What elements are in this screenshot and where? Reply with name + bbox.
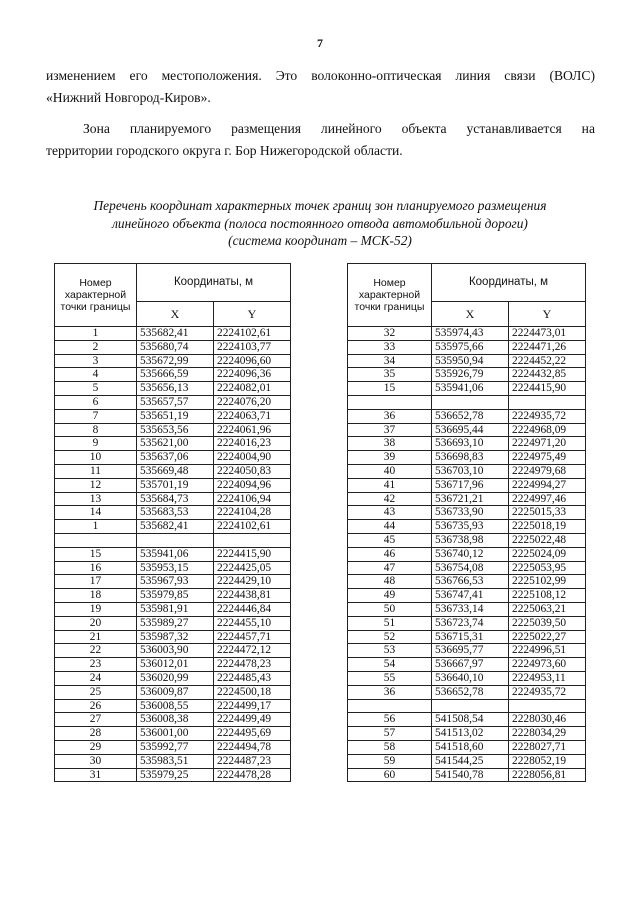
y-coordinate-cell: 2224096,36 xyxy=(214,368,291,382)
point-number-cell: 56 xyxy=(348,713,432,727)
table-row xyxy=(348,589,586,603)
table-row xyxy=(348,368,586,382)
point-number-cell: 10 xyxy=(55,451,137,465)
point-number-cell: 8 xyxy=(55,423,137,437)
y-coordinate-cell: 2225022,48 xyxy=(509,533,586,547)
point-number-cell: 16 xyxy=(55,561,137,575)
y-coordinate-cell: 2224432,85 xyxy=(509,368,586,382)
point-number-cell: 23 xyxy=(55,658,137,672)
table-row xyxy=(348,727,586,741)
point-number-cell: 7 xyxy=(55,409,137,423)
x-coordinate-cell: 535656,13 xyxy=(137,382,214,396)
table-row xyxy=(348,478,586,492)
y-coordinate-cell: 2224104,28 xyxy=(214,506,291,520)
table-row xyxy=(348,354,586,368)
x-coordinate-cell: 535637,06 xyxy=(137,451,214,465)
x-coordinate-cell: 535983,51 xyxy=(137,754,214,768)
x-coordinate-cell: 535989,27 xyxy=(137,616,214,630)
point-number-cell: 42 xyxy=(348,492,432,506)
table-row xyxy=(55,395,291,409)
point-number-cell: 41 xyxy=(348,478,432,492)
y-coordinate-cell: 2224472,12 xyxy=(214,644,291,658)
y-coordinate-cell: 2224438,81 xyxy=(214,589,291,603)
y-coordinate-cell: 2224473,01 xyxy=(509,327,586,341)
point-number-cell: 39 xyxy=(348,451,432,465)
paragraph-intro xyxy=(46,65,595,109)
table-row xyxy=(55,589,291,603)
table-row xyxy=(348,768,586,782)
y-coordinate-cell: 2224096,60 xyxy=(214,354,291,368)
y-coordinate-cell: 2225022,27 xyxy=(509,630,586,644)
table-row xyxy=(348,382,586,396)
y-coordinate-cell: 2224494,78 xyxy=(214,740,291,754)
point-number-cell: 27 xyxy=(55,713,137,727)
x-coordinate-cell: 536667,97 xyxy=(432,658,509,672)
x-coordinate-cell: 535975,66 xyxy=(432,340,509,354)
table-row xyxy=(55,768,291,782)
y-coordinate-cell: 2224425,05 xyxy=(214,561,291,575)
y-coordinate-cell: 2224063,71 xyxy=(214,409,291,423)
point-number-cell xyxy=(55,533,137,547)
y-coordinate-cell: 2224471,26 xyxy=(509,340,586,354)
point-number-cell: 3 xyxy=(55,354,137,368)
table-row xyxy=(348,602,586,616)
point-number-cell: 31 xyxy=(55,768,137,782)
x-coordinate-cell: 536020,99 xyxy=(137,671,214,685)
table-row xyxy=(348,464,586,478)
point-number-cell: 37 xyxy=(348,423,432,437)
x-coordinate-cell: 535657,57 xyxy=(137,395,214,409)
y-coordinate-cell: 2225108,12 xyxy=(509,589,586,603)
point-number-cell: 46 xyxy=(348,547,432,561)
x-coordinate-cell: 536766,53 xyxy=(432,575,509,589)
point-number-cell: 9 xyxy=(55,437,137,451)
table-row xyxy=(348,451,586,465)
x-coordinate-cell: 536652,78 xyxy=(432,409,509,423)
point-number-cell: 13 xyxy=(55,492,137,506)
x-coordinate-cell: 536740,12 xyxy=(432,547,509,561)
table-row xyxy=(348,533,586,547)
table-row xyxy=(55,327,291,341)
x-coordinate-cell: 535653,56 xyxy=(137,423,214,437)
y-coordinate-cell: 2224446,84 xyxy=(214,602,291,616)
table-row xyxy=(55,354,291,368)
table-row xyxy=(55,382,291,396)
table-row xyxy=(55,658,291,672)
y-coordinate-cell: 2224452,22 xyxy=(509,354,586,368)
x-coordinate-cell: 535941,06 xyxy=(137,547,214,561)
point-number-cell: 20 xyxy=(55,616,137,630)
table-row xyxy=(348,327,586,341)
table-row xyxy=(55,547,291,561)
table-row xyxy=(55,464,291,478)
table-row xyxy=(348,658,586,672)
y-coordinate-cell: 2224455,10 xyxy=(214,616,291,630)
y-coordinate-cell: 2224061,96 xyxy=(214,423,291,437)
x-coordinate-cell: 536008,55 xyxy=(137,699,214,713)
point-number-cell: 2 xyxy=(55,340,137,354)
x-coordinate-cell: 536738,98 xyxy=(432,533,509,547)
x-coordinate-cell: 536695,44 xyxy=(432,423,509,437)
table-row xyxy=(55,727,291,741)
table-row xyxy=(348,395,586,409)
y-coordinate-cell: 2225015,33 xyxy=(509,506,586,520)
point-number-cell: 19 xyxy=(55,602,137,616)
x-coordinate-cell: 535666,59 xyxy=(137,368,214,382)
table-row xyxy=(55,671,291,685)
table-body-left xyxy=(55,327,291,782)
header-y: Y xyxy=(214,302,291,327)
y-coordinate-cell: 2224994,27 xyxy=(509,478,586,492)
x-coordinate-cell: 535651,19 xyxy=(137,409,214,423)
table-row xyxy=(348,423,586,437)
x-coordinate-cell: 535682,41 xyxy=(137,520,214,534)
point-number-cell: 60 xyxy=(348,768,432,782)
point-number-cell: 18 xyxy=(55,589,137,603)
table-row xyxy=(348,630,586,644)
table-row xyxy=(348,740,586,754)
table-row xyxy=(348,547,586,561)
caption-line-1: Перечень координат характерных точек границ зон планируемого размещения xyxy=(93,198,547,213)
point-number-cell: 50 xyxy=(348,602,432,616)
x-coordinate-cell: 535974,43 xyxy=(432,327,509,341)
header-x: X xyxy=(137,302,214,327)
y-coordinate-cell: 2224094,96 xyxy=(214,478,291,492)
y-coordinate-cell: 2228034,29 xyxy=(509,727,586,741)
y-coordinate-cell: 2224487,23 xyxy=(214,754,291,768)
paragraph-zone-line-1: Зона планируемого размещения линейного объекта устанавливается на xyxy=(83,121,595,136)
x-coordinate-cell: 536703,10 xyxy=(432,464,509,478)
table-row xyxy=(55,713,291,727)
x-coordinate-cell: 535682,41 xyxy=(137,327,214,341)
point-number-cell: 6 xyxy=(55,395,137,409)
table-row xyxy=(55,561,291,575)
table-row xyxy=(348,506,586,520)
y-coordinate-cell: 2224016,23 xyxy=(214,437,291,451)
y-coordinate-cell: 2225024,09 xyxy=(509,547,586,561)
y-coordinate-cell: 2224457,71 xyxy=(214,630,291,644)
y-coordinate-cell: 2224004,90 xyxy=(214,451,291,465)
point-number-cell: 40 xyxy=(348,464,432,478)
table-row xyxy=(55,409,291,423)
table-body-right xyxy=(348,327,586,782)
x-coordinate-cell: 536001,00 xyxy=(137,727,214,741)
y-coordinate-cell: 2228030,46 xyxy=(509,713,586,727)
y-coordinate-cell: 2224082,01 xyxy=(214,382,291,396)
table-row xyxy=(348,616,586,630)
point-number-cell: 29 xyxy=(55,740,137,754)
point-number-cell: 54 xyxy=(348,658,432,672)
x-coordinate-cell: 535941,06 xyxy=(432,382,509,396)
x-coordinate-cell: 536715,31 xyxy=(432,630,509,644)
point-number-cell: 35 xyxy=(348,368,432,382)
x-coordinate-cell: 535987,32 xyxy=(137,630,214,644)
y-coordinate-cell: 2224975,49 xyxy=(509,451,586,465)
y-coordinate-cell: 2224973,60 xyxy=(509,658,586,672)
table-row xyxy=(348,340,586,354)
x-coordinate-cell: 535672,99 xyxy=(137,354,214,368)
table-row xyxy=(348,437,586,451)
header-coordinates: Координаты, м xyxy=(432,264,586,302)
table-row xyxy=(348,685,586,699)
x-coordinate-cell: 541544,25 xyxy=(432,754,509,768)
y-coordinate-cell: 2224485,43 xyxy=(214,671,291,685)
point-number-cell: 47 xyxy=(348,561,432,575)
y-coordinate-cell: 2228056,81 xyxy=(509,768,586,782)
paragraph-zone xyxy=(46,118,595,162)
point-number-cell: 15 xyxy=(55,547,137,561)
y-coordinate-cell: 2224997,46 xyxy=(509,492,586,506)
y-coordinate-cell: 2224103,77 xyxy=(214,340,291,354)
y-coordinate-cell: 2224415,90 xyxy=(509,382,586,396)
x-coordinate-cell: 541518,60 xyxy=(432,740,509,754)
x-coordinate-cell xyxy=(432,699,509,713)
y-coordinate-cell: 2224106,94 xyxy=(214,492,291,506)
paragraph-zone-line-2: территории городского округа г. Бор Нижегородской области. xyxy=(46,143,403,158)
table-row xyxy=(348,699,586,713)
x-coordinate-cell: 541508,54 xyxy=(432,713,509,727)
header-point-number: Номер характерной точки границы xyxy=(348,264,432,327)
x-coordinate-cell: 535701,19 xyxy=(137,478,214,492)
point-number-cell xyxy=(348,395,432,409)
table-row xyxy=(55,699,291,713)
table-row xyxy=(55,368,291,382)
paragraph-intro-line-1: изменением его местоположения. Это волоконно-оптическая линия связи (ВОЛС) xyxy=(46,68,595,83)
x-coordinate-cell: 536640,10 xyxy=(432,671,509,685)
header-x: X xyxy=(432,302,509,327)
point-number-cell: 49 xyxy=(348,589,432,603)
y-coordinate-cell: 2225018,19 xyxy=(509,520,586,534)
x-coordinate-cell: 536698,83 xyxy=(432,451,509,465)
table-row xyxy=(348,520,586,534)
x-coordinate-cell: 535979,25 xyxy=(137,768,214,782)
table-row xyxy=(348,644,586,658)
point-number-cell: 36 xyxy=(348,409,432,423)
x-coordinate-cell: 535981,91 xyxy=(137,602,214,616)
point-number-cell: 5 xyxy=(55,382,137,396)
y-coordinate-cell xyxy=(509,395,586,409)
table-row xyxy=(55,685,291,699)
y-coordinate-cell: 2224076,20 xyxy=(214,395,291,409)
point-number-cell: 22 xyxy=(55,644,137,658)
point-number-cell: 11 xyxy=(55,464,137,478)
table-row xyxy=(55,533,291,547)
table-row xyxy=(55,520,291,534)
table-row xyxy=(55,630,291,644)
y-coordinate-cell: 2225063,21 xyxy=(509,602,586,616)
paragraph-intro-line-2: «Нижний Новгород-Киров». xyxy=(46,90,211,105)
point-number-cell: 17 xyxy=(55,575,137,589)
table-row xyxy=(55,478,291,492)
y-coordinate-cell: 2224478,23 xyxy=(214,658,291,672)
y-coordinate-cell: 2225053,95 xyxy=(509,561,586,575)
x-coordinate-cell: 535950,94 xyxy=(432,354,509,368)
table-caption xyxy=(0,197,640,250)
header-point-number: Номер характерной точки границы xyxy=(55,264,137,327)
point-number-cell: 44 xyxy=(348,520,432,534)
x-coordinate-cell: 536754,08 xyxy=(432,561,509,575)
x-coordinate-cell: 536733,90 xyxy=(432,506,509,520)
point-number-cell: 34 xyxy=(348,354,432,368)
point-number-cell: 51 xyxy=(348,616,432,630)
y-coordinate-cell: 2224996,51 xyxy=(509,644,586,658)
y-coordinate-cell: 2224953,11 xyxy=(509,671,586,685)
y-coordinate-cell: 2224968,09 xyxy=(509,423,586,437)
point-number-cell: 32 xyxy=(348,327,432,341)
x-coordinate-cell: 541540,78 xyxy=(432,768,509,782)
table-row xyxy=(55,492,291,506)
y-coordinate-cell xyxy=(509,699,586,713)
point-number-cell: 12 xyxy=(55,478,137,492)
caption-line-2: линейного объекта (полоса постоянного отвода автомобильной дороги) xyxy=(112,215,528,231)
point-number-cell: 38 xyxy=(348,437,432,451)
x-coordinate-cell: 536012,01 xyxy=(137,658,214,672)
table-row xyxy=(348,713,586,727)
point-number-cell xyxy=(348,699,432,713)
coordinates-table-right xyxy=(347,263,586,782)
x-coordinate-cell xyxy=(432,395,509,409)
point-number-cell: 1 xyxy=(55,327,137,341)
x-coordinate-cell: 536693,10 xyxy=(432,437,509,451)
table-row xyxy=(55,602,291,616)
point-number-cell: 59 xyxy=(348,754,432,768)
y-coordinate-cell: 2224429,10 xyxy=(214,575,291,589)
y-coordinate-cell: 2224971,20 xyxy=(509,437,586,451)
caption-line-3: (система координат – МСК-52) xyxy=(228,233,412,248)
y-coordinate-cell: 2224415,90 xyxy=(214,547,291,561)
y-coordinate-cell: 2224495,69 xyxy=(214,727,291,741)
point-number-cell: 36 xyxy=(348,685,432,699)
y-coordinate-cell: 2228052,19 xyxy=(509,754,586,768)
x-coordinate-cell: 535669,48 xyxy=(137,464,214,478)
x-coordinate-cell xyxy=(137,533,214,547)
table-row xyxy=(348,671,586,685)
point-number-cell: 57 xyxy=(348,727,432,741)
y-coordinate-cell: 2224499,49 xyxy=(214,713,291,727)
y-coordinate-cell: 2224935,72 xyxy=(509,409,586,423)
x-coordinate-cell: 535621,00 xyxy=(137,437,214,451)
y-coordinate-cell: 2224935,72 xyxy=(509,685,586,699)
table-row xyxy=(348,492,586,506)
point-number-cell: 1 xyxy=(55,520,137,534)
point-number-cell: 55 xyxy=(348,671,432,685)
x-coordinate-cell: 536003,90 xyxy=(137,644,214,658)
x-coordinate-cell: 535680,74 xyxy=(137,340,214,354)
x-coordinate-cell: 541513,02 xyxy=(432,727,509,741)
x-coordinate-cell: 535683,53 xyxy=(137,506,214,520)
x-coordinate-cell: 536723,74 xyxy=(432,616,509,630)
x-coordinate-cell: 536717,96 xyxy=(432,478,509,492)
x-coordinate-cell: 535953,15 xyxy=(137,561,214,575)
table-row xyxy=(55,437,291,451)
point-number-cell: 58 xyxy=(348,740,432,754)
x-coordinate-cell: 536733,14 xyxy=(432,602,509,616)
header-y: Y xyxy=(509,302,586,327)
point-number-cell: 25 xyxy=(55,685,137,699)
x-coordinate-cell: 536009,87 xyxy=(137,685,214,699)
coordinates-table-left xyxy=(54,263,291,782)
point-number-cell: 53 xyxy=(348,644,432,658)
x-coordinate-cell: 536652,78 xyxy=(432,685,509,699)
point-number-cell: 30 xyxy=(55,754,137,768)
table-row xyxy=(55,575,291,589)
y-coordinate-cell: 2224500,18 xyxy=(214,685,291,699)
x-coordinate-cell: 535992,77 xyxy=(137,740,214,754)
y-coordinate-cell: 2224050,83 xyxy=(214,464,291,478)
x-coordinate-cell: 536747,41 xyxy=(432,589,509,603)
point-number-cell: 28 xyxy=(55,727,137,741)
point-number-cell: 15 xyxy=(348,382,432,396)
point-number-cell: 45 xyxy=(348,533,432,547)
y-coordinate-cell: 2224478,28 xyxy=(214,768,291,782)
point-number-cell: 4 xyxy=(55,368,137,382)
point-number-cell: 24 xyxy=(55,671,137,685)
page-number: 7 xyxy=(317,36,323,50)
table-row xyxy=(55,644,291,658)
table-row xyxy=(55,616,291,630)
x-coordinate-cell: 536735,93 xyxy=(432,520,509,534)
table-row xyxy=(55,754,291,768)
x-coordinate-cell: 536695,77 xyxy=(432,644,509,658)
table-row xyxy=(348,754,586,768)
x-coordinate-cell: 536008,38 xyxy=(137,713,214,727)
point-number-cell: 48 xyxy=(348,575,432,589)
y-coordinate-cell: 2224102,61 xyxy=(214,520,291,534)
table-row xyxy=(348,561,586,575)
point-number-cell: 33 xyxy=(348,340,432,354)
x-coordinate-cell: 535684,73 xyxy=(137,492,214,506)
y-coordinate-cell: 2225039,50 xyxy=(509,616,586,630)
y-coordinate-cell: 2224979,68 xyxy=(509,464,586,478)
y-coordinate-cell: 2224499,17 xyxy=(214,699,291,713)
y-coordinate-cell: 2224102,61 xyxy=(214,327,291,341)
table-row xyxy=(55,451,291,465)
x-coordinate-cell: 535979,85 xyxy=(137,589,214,603)
point-number-cell: 43 xyxy=(348,506,432,520)
x-coordinate-cell: 535967,93 xyxy=(137,575,214,589)
table-row xyxy=(55,740,291,754)
table-row xyxy=(55,340,291,354)
table-row xyxy=(55,423,291,437)
table-row xyxy=(348,409,586,423)
point-number-cell: 14 xyxy=(55,506,137,520)
header-coordinates: Координаты, м xyxy=(137,264,291,302)
point-number-cell: 21 xyxy=(55,630,137,644)
point-number-cell: 52 xyxy=(348,630,432,644)
point-number-cell: 26 xyxy=(55,699,137,713)
y-coordinate-cell: 2225102,99 xyxy=(509,575,586,589)
table-row xyxy=(348,575,586,589)
table-row xyxy=(55,506,291,520)
x-coordinate-cell: 535926,79 xyxy=(432,368,509,382)
x-coordinate-cell: 536721,21 xyxy=(432,492,509,506)
y-coordinate-cell xyxy=(214,533,291,547)
y-coordinate-cell: 2228027,71 xyxy=(509,740,586,754)
